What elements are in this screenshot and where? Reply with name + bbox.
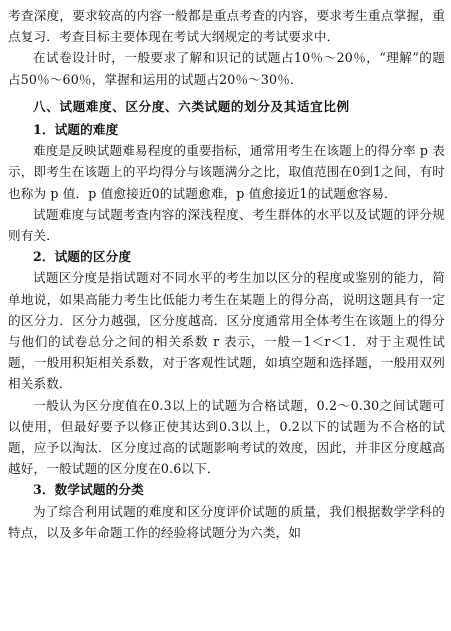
section-heading: 八、试题难度、区分度、六类试题的划分及其适宜比例 — [33, 98, 350, 114]
body-paragraph: 试题区分度是指试题对不同水平的考生加以区分的程度或鉴别的能力，简单地说，如果高能力考生比低能力考生在某题上的得分高，说明这题具有一定的区分力．区分力越强，区分度越高．区分度通常用全体考生在该题上的得分与他们的试卷总分之间的相关系数 r 表示，一般－1＜r＜1．对于主观性试题，一般用积矩相关系数，对于客观性试题，如填空题和选择题，一般用双列相关系数． — [8, 270, 445, 392]
body-paragraph: 为了综合利用试题的难度和区分度评价试题的质量，我们根据数学学科的特点，以及多年命题工作的经验将试题分为六类，如 — [8, 503, 445, 540]
body-paragraph: 在试卷设计时，一般要求了解和识记的试题占10％～20％，“理解”的题占50％～60％，掌握和运用的试题占20％～30％． — [8, 50, 445, 87]
subsection-heading: 2．试题的区分度 — [33, 249, 132, 265]
body-paragraph: 考查深度，要求较高的内容一般都是重点考查的内容，要求考生重点掌握，重点复习．考查目标主要体现在考试大纲规定的考试要求中． — [8, 8, 445, 45]
body-paragraph: 一般认为区分度值在0.3以上的试题为合格试题，0.2～0.30之间试题可以使用，但最好要予以修正使其达到0.3以上，0.2以下的试题为不合格的试题，应予以淘汰．区分度过高的试题影响考试的效度，因此，并非区分度越高越好，一般试题的区分度在0.6以下． — [8, 397, 445, 477]
subsection-heading: 3．数学试题的分类 — [33, 482, 144, 498]
body-paragraph: 难度是反映试题难易程度的重要指标，通常用考生在该题上的得分率 p 表示，即考生在该题上的平均得分与该题满分之比，取值范围在0到1之间，有时也称为 p 值．p 值愈接近0的试题愈难，p 值愈接近1的试题愈容易． — [8, 143, 445, 201]
body-paragraph: 试题难度与试题考查内容的深浅程度、考生群体的水平以及试题的评分规则有关． — [8, 206, 445, 244]
subsection-heading: 1．试题的难度 — [33, 122, 119, 138]
